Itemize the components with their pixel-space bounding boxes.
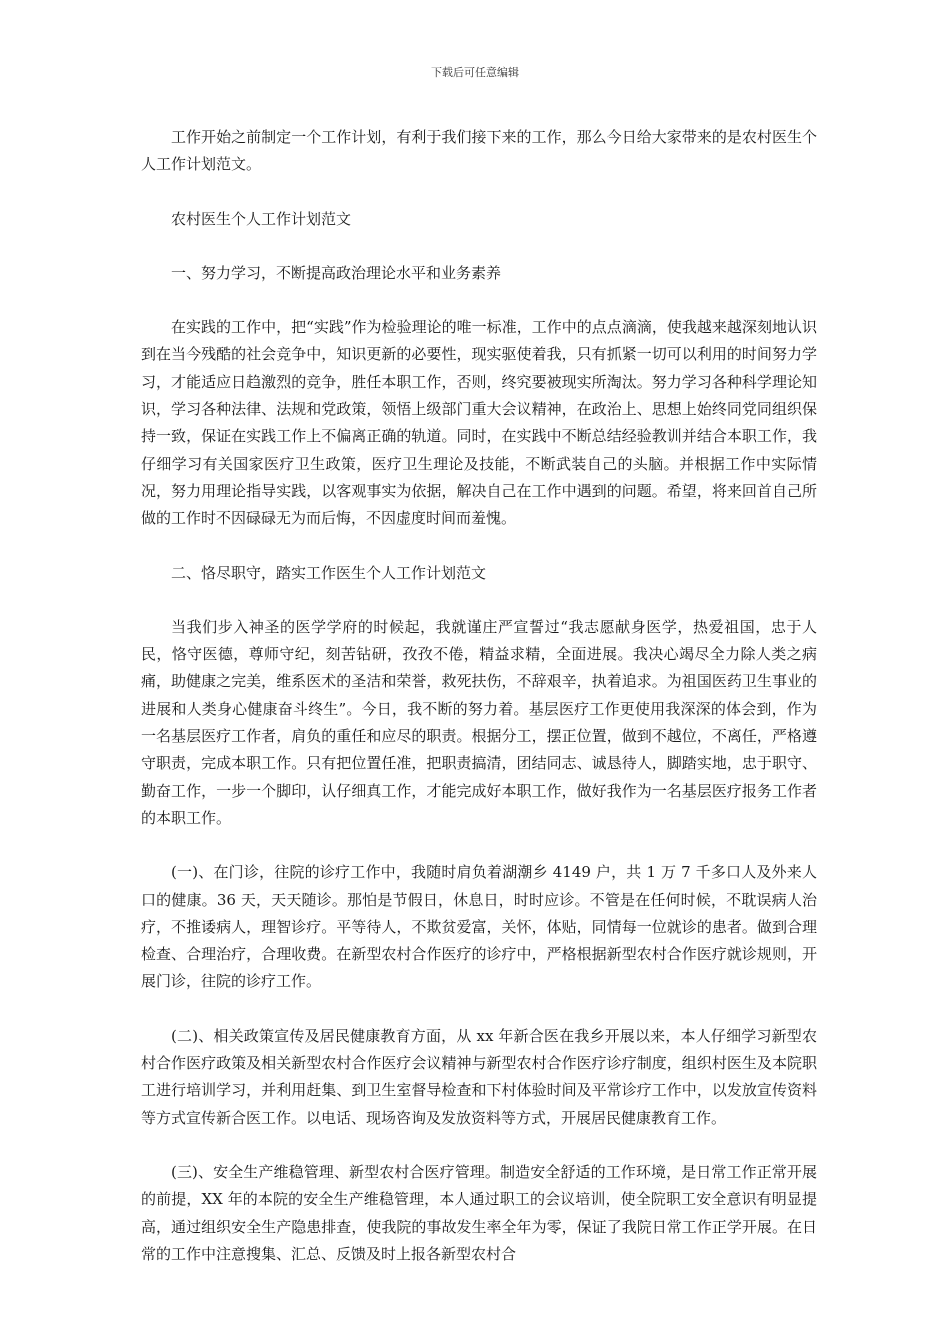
subsection-2-paragraph: (二)、相关政策宣传及居民健康教育方面，从 xx 年新合医在我乡开展以来，本人仔细学习新型农村合作医疗政策及相关新型农村合作医疗会议精神与新型农村合作医疗诊疗制度，组织村医生及本院职工进行培训学习，并利用赶集、到卫生室督导检查和下村体验时间及平常诊疗工作中，以发放宣传资料等方式宣传新合医工作。以电话、现场咨询及发放资料等方式，开展居民健康教育工作。 [141,1026,817,1127]
section-heading-2: 二、恪尽职守，踏实工作医生个人工作计划范文 [171,563,487,582]
section-1-paragraph: 在实践的工作中，把“实践”作为检验理论的唯一标准，工作中的点点滴滴，使我越来越深刻地认识到在当今残酷的社会竞争中，知识更新的必要性，现实驱使着我，只有抓紧一切可以利用的时间努力学习，才能适应日趋激烈的竞争，胜任本职工作，否则，终究要被现实所淘汰。努力学习各种科学理论知识，学习各种法律、法规和党政策，领悟上级部门重大会议精神，在政治上、思想上始终同党同组织保持一致，保证在实践工作上不偏离正确的轨道。同时，在实践中不断总结经验教训并结合本职工作，我仔细学习有关国家医疗卫生政策，医疗卫生理论及技能，不断武装自己的头脑。并根据工作中实际情况，努力用理论指导实践，以客观事实为依据，解决自己在工作中遇到的问题。希望，将来回首自己所做的工作时不因碌碌无为而后悔，不因虚度时间而羞愧。 [141,318,817,528]
section-heading-1: 一、努力学习，不断提高政治理论水平和业务素养 [171,263,502,282]
section-2-paragraph: 当我们步入神圣的医学学府的时候起，我就谨庄严宣誓过“我志愿献身医学，热爱祖国，忠于人民，恪守医德，尊师守纪，刻苦钻研，孜孜不倦，精益求精，全面进展。我决心竭尽全力除人类之病痛，助健康之完美，维系医术的圣洁和荣誉，救死扶伤，不辞艰辛，执着追求。为祖国医药卫生事业的进展和人类身心健康奋斗终生”。今日，我不断的努力着。基层医疗工作更使用我深深的体会到，作为一名基层医疗工作者，肩负的重任和应尽的职责。根据分工，摆正位置，做到不越位，不离任，严格遵守职责，完成本职工作。只有把位置任准，把职责搞清，团结同志、诚恳待人，脚踏实地，忠于职守、勤奋工作，一步一个脚印，认仔细真工作，才能完成好本职工作，做好我作为一名基层医疗报务工作者的本职工作。 [141,617,817,827]
document-title: 农村医生个人工作计划范文 [171,209,352,228]
subsection-3-paragraph: (三)、安全生产维稳管理、新型农村合医疗管理。制造安全舒适的工作环境，是日常工作正常开展的前提，XX 年的本院的安全生产维稳管理，本人通过职工的会议培训，使全院职工安全意识有明显提高，通过组织安全生产隐患排查，使我院的事故发生率全年为零，保证了我院日常工作正学开展。在日常的工作中注意搜集、汇总、反馈及时上报各新型农村合 [141,1162,817,1263]
intro-paragraph: 工作开始之前制定一个工作计划，有利于我们接下来的工作，那么今日给大家带来的是农村医生个人工作计划范文。 [141,128,817,174]
page-header: 下载后可任意编辑 [431,66,519,79]
subsection-1-paragraph: (一)、在门诊，往院的诊疗工作中，我随时肩负着湖潮乡 4149 户，共 1 万 7 千多口人及外来人口的健康。36 天，天天随诊。那怕是节假日，休息日，时时应诊。不管是在任何时候，不耽误病人治疗，不推诿病人，理智诊疗。平等待人，不欺贫爱富，关怀，体贴，同情每一位就诊的患者。做到合理检查、合理治疗，合理收费。在新型农村合作医疗的诊疗中，严格根据新型农村合作医疗就诊规则，开展门诊，往院的诊疗工作。 [141,863,817,991]
document-body [141,124,817,1295]
